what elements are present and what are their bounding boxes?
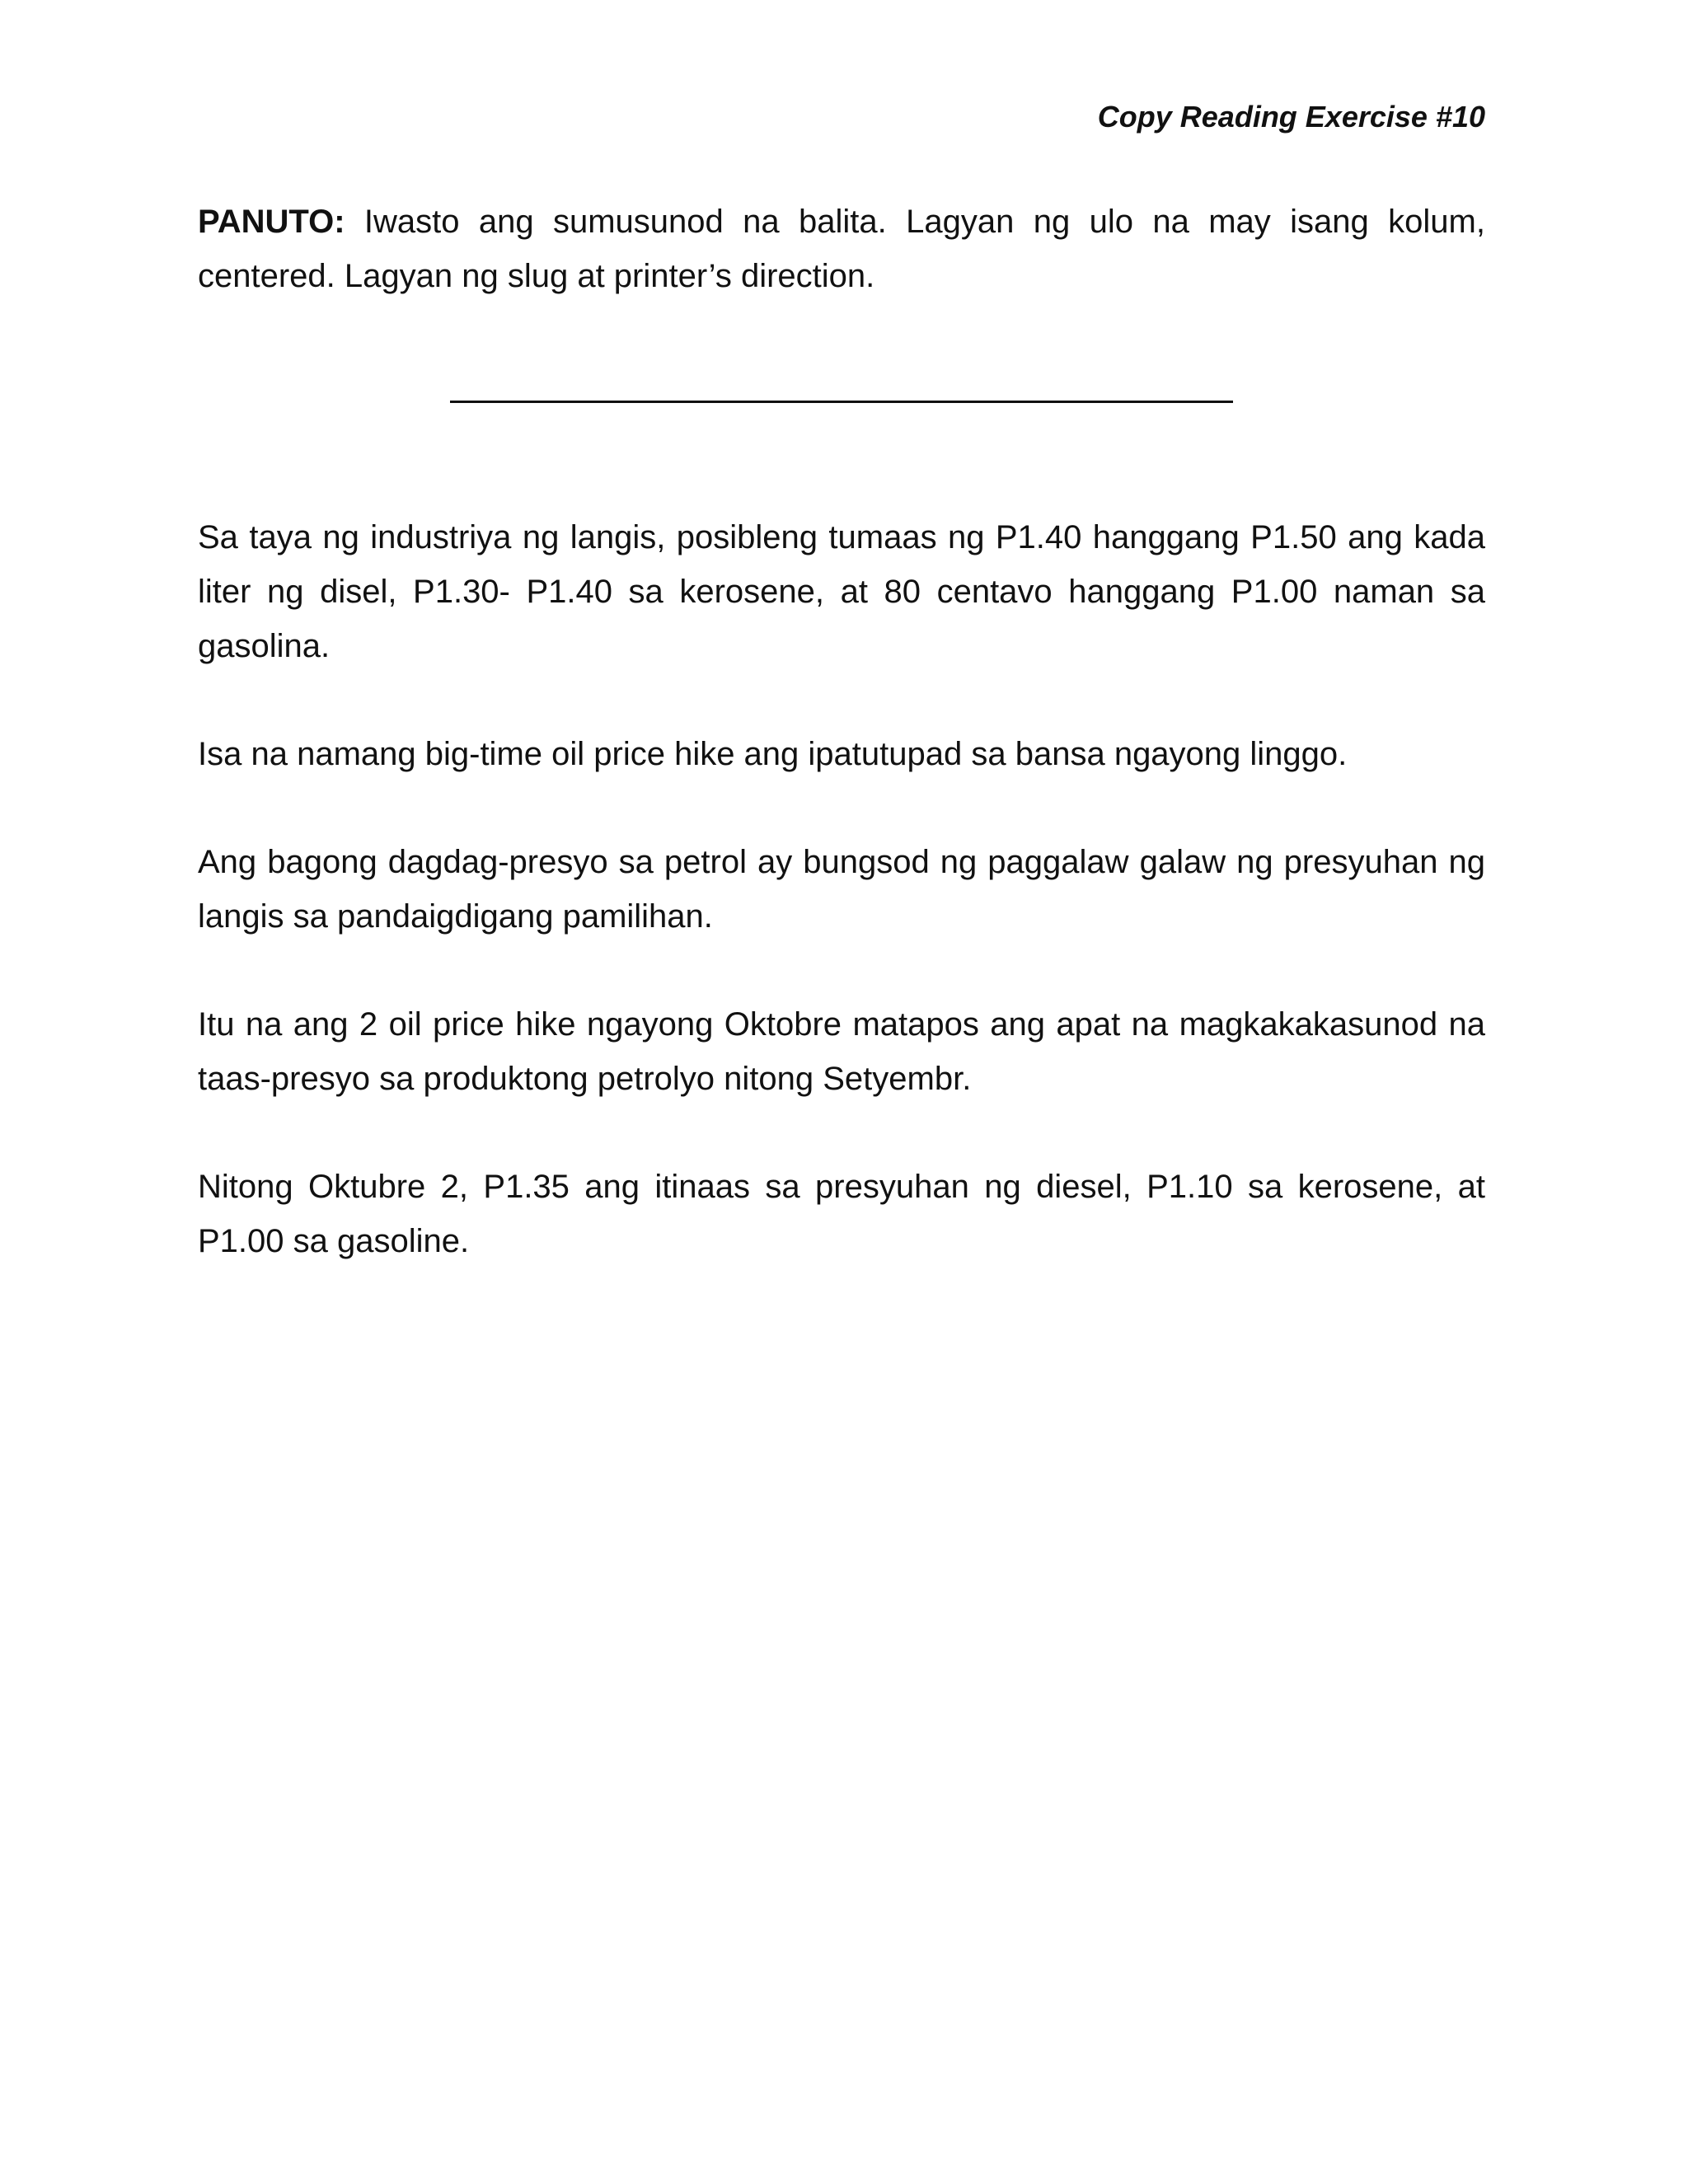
story-paragraph: Sa taya ng industriya ng langis, posibleng tumaas ng P1.40 hanggang P1.50 ang kada liter ng disel, P1.30- P1.40 sa kerosene, at 80 centavo hanggang P1.00 naman sa gasolina.	[198, 519, 1485, 664]
exercise-title: Copy Reading Exercise #10	[1097, 100, 1485, 134]
document-body	[198, 194, 1485, 1322]
headline-blank-line	[450, 401, 1233, 403]
story-paragraph: Ang bagong dagdag-presyo sa petrol ay bungsod ng paggalaw galaw ng presyuhan ng langis sa pandaigdigang pamilihan.	[198, 844, 1485, 935]
story-paragraph: Isa na namang big-time oil price hike ang ipatutupad sa bansa ngayong linggo.	[198, 736, 1348, 772]
instructions	[198, 194, 1485, 303]
instructions-text: Iwasto ang sumusunod na balita. Lagyan ng ulo na may isang kolum, centered. Lagyan ng slug at printer’s direction.	[198, 204, 1485, 294]
story-paragraph: Itu na ang 2 oil price hike ngayong Oktobre matapos ang apat na magkakakasunod na taas-presyo sa produktong petrolyo nitong Setyembr.	[198, 1006, 1485, 1097]
story-paragraph: Nitong Oktubre 2, P1.35 ang itinaas sa presyuhan ng diesel, P1.10 sa kerosene, at P1.00 sa gasoline.	[198, 1169, 1485, 1259]
instructions-label: PANUTO:	[198, 204, 345, 240]
news-story	[198, 510, 1485, 1268]
